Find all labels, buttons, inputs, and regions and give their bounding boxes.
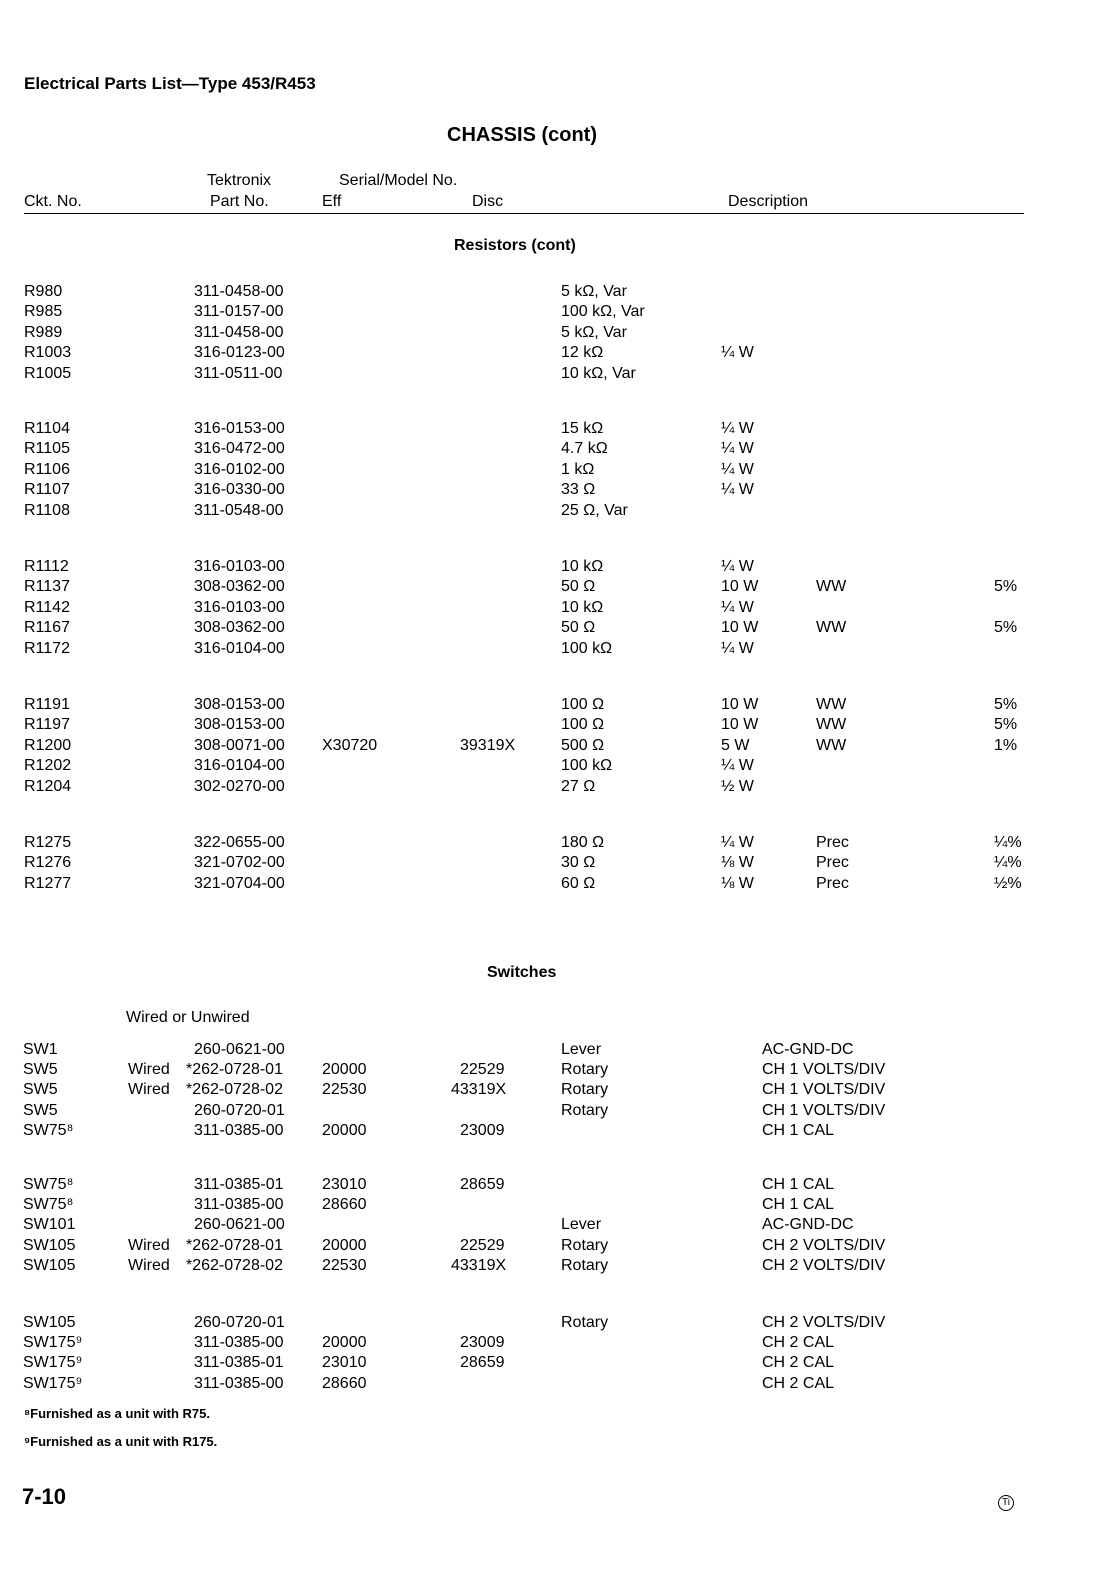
cell-part: 308-0071-00	[194, 736, 285, 754]
cell-ckt: R1197	[24, 716, 70, 734]
table-row	[0, 1374, 1108, 1394]
cell-part: 316-0104-00	[194, 757, 285, 775]
table-row	[0, 557, 1108, 577]
cell-tol: 1%	[994, 736, 1018, 754]
cell-part: 311-0385-00	[194, 1374, 284, 1392]
cell-value: 500 Ω	[561, 736, 605, 754]
table-row	[0, 302, 1108, 322]
cell-kind: Rotary	[561, 1081, 609, 1099]
cell-ckt: R1137	[24, 578, 70, 596]
table-row	[0, 282, 1108, 302]
table-row	[0, 480, 1108, 500]
cell-part: 311-0385-00	[194, 1334, 284, 1352]
cell-watt: ¼ W	[721, 598, 754, 616]
cell-type: Prec	[816, 854, 849, 872]
cell-part: 316-0123-00	[194, 344, 285, 362]
table-row	[0, 419, 1108, 439]
cell-value: 100 kΩ, Var	[561, 303, 645, 321]
cell-part: *262-0728-01	[186, 1061, 283, 1079]
header-rule	[24, 213, 1024, 214]
table-row	[0, 1353, 1108, 1373]
table-row	[0, 777, 1108, 797]
table-row	[0, 833, 1108, 853]
col-eff: Eff	[322, 193, 342, 210]
resistors-title: Resistors (cont)	[454, 237, 576, 254]
cell-ckt: R1107	[24, 481, 70, 499]
cell-ckt: R1112	[24, 558, 69, 575]
cell-part: 308-0153-00	[194, 716, 285, 734]
cell-value: 10 kΩ	[561, 558, 604, 575]
table-row	[0, 1256, 1108, 1276]
cell-desc: CH 1 VOLTS/DIV	[762, 1061, 886, 1079]
cell-value: 5 kΩ, Var	[561, 283, 627, 300]
wired-header: Wired or Unwired	[126, 1009, 250, 1026]
cell-value: 50 Ω	[561, 619, 596, 637]
cell-wired: Wired	[128, 1256, 170, 1274]
cell-ckt: R1108	[24, 501, 70, 519]
cell-watt: ¼ W	[721, 558, 754, 575]
cell-watt: ¼ W	[721, 440, 754, 458]
cell-type: WW	[816, 736, 847, 754]
cell-eff: X30720	[322, 736, 378, 754]
table-row	[0, 639, 1108, 659]
cell-part: 308-0362-00	[194, 619, 285, 637]
cell-ckt: SW5	[23, 1061, 58, 1079]
cell-ckt: R989	[24, 323, 63, 341]
cell-watt: ⅛ W	[721, 874, 754, 892]
cell-value: 100 Ω	[561, 716, 605, 734]
cell-watt: 10 W	[721, 696, 759, 713]
section-title	[447, 124, 597, 147]
cell-part: 316-0103-00	[194, 598, 285, 616]
cell-desc: CH 2 VOLTS/DIV	[762, 1314, 886, 1331]
cell-part: 260-0621-00	[194, 1216, 285, 1234]
cell-disc: 23009	[460, 1334, 505, 1352]
cell-value: 30 Ω	[561, 854, 596, 872]
cell-ckt: SW1	[23, 1041, 58, 1058]
cell-watt: ¼ W	[721, 639, 754, 657]
cell-value: 100 kΩ	[561, 639, 613, 657]
cell-disc: 39319X	[460, 736, 516, 754]
cell-part: 311-0385-01	[194, 1354, 284, 1372]
cell-eff: 22530	[322, 1081, 367, 1099]
table-row	[0, 1333, 1108, 1353]
cell-eff: 22530	[322, 1256, 367, 1274]
col-description: Description	[728, 193, 809, 210]
cell-watt: ¼ W	[721, 460, 754, 478]
cell-ckt: R980	[24, 283, 63, 300]
cell-watt: 10 W	[721, 578, 759, 596]
cell-disc: 28659	[460, 1176, 505, 1193]
cell-value: 12 kΩ	[561, 344, 604, 362]
col-disc: Disc	[472, 193, 504, 210]
cell-part: *262-0728-02	[186, 1081, 283, 1099]
cell-ckt: SW75⁸	[23, 1121, 74, 1139]
cell-disc: 23009	[460, 1121, 505, 1139]
cell-part: 311-0385-00	[194, 1121, 284, 1139]
table-row	[0, 1060, 1108, 1080]
cell-value: 1 kΩ	[561, 460, 595, 478]
cell-ckt: SW105	[23, 1256, 76, 1274]
cell-part: 316-0103-00	[194, 558, 285, 575]
cell-desc: CH 2 CAL	[762, 1354, 835, 1372]
footnote-8: ⁸Furnished as a unit with R75.	[24, 1406, 211, 1421]
cell-value: 180 Ω	[561, 834, 605, 851]
cell-value: 10 kΩ	[561, 598, 604, 616]
table-row	[0, 364, 1108, 384]
cell-watt: 5 W	[721, 736, 750, 754]
cell-part: 311-0385-00	[194, 1196, 284, 1214]
cell-desc: CH 2 VOLTS/DIV	[762, 1256, 886, 1274]
cell-desc: CH 1 CAL	[762, 1196, 835, 1214]
cell-ckt: R1106	[24, 460, 70, 478]
col-serial: Serial/Model No.	[339, 172, 458, 189]
cell-part: 260-0720-01	[194, 1101, 285, 1119]
cell-wired: Wired	[128, 1081, 170, 1099]
table-row	[0, 736, 1108, 756]
cell-tol: 5%	[994, 619, 1018, 637]
table-row	[0, 1236, 1108, 1256]
section-title-text: CHASSIS (cont)	[447, 124, 597, 146]
page-number: 7-10	[22, 1484, 67, 1509]
logo-text: Ti	[998, 1495, 1014, 1511]
cell-tol: 5%	[994, 696, 1018, 713]
cell-desc: CH 2 CAL	[762, 1334, 835, 1352]
cell-ckt: SW75⁸	[23, 1196, 74, 1214]
cell-eff: 20000	[322, 1236, 367, 1254]
table-row	[0, 1080, 1108, 1100]
table-row	[0, 695, 1108, 715]
table-row	[0, 874, 1108, 894]
cell-disc: 22529	[460, 1061, 505, 1079]
cell-part: 311-0511-00	[194, 364, 283, 382]
cell-eff: 20000	[322, 1334, 367, 1352]
cell-type: WW	[816, 619, 847, 637]
table-row	[0, 1215, 1108, 1235]
cell-desc: CH 2 VOLTS/DIV	[762, 1236, 886, 1254]
cell-desc: CH 1 VOLTS/DIV	[762, 1101, 886, 1119]
cell-eff: 20000	[322, 1061, 367, 1079]
cell-part: 260-0621-00	[194, 1041, 285, 1058]
cell-value: 60 Ω	[561, 874, 596, 892]
cell-ckt: R1202	[24, 757, 72, 775]
cell-eff: 20000	[322, 1121, 367, 1139]
cell-type: WW	[816, 696, 847, 713]
cell-type: WW	[816, 716, 847, 734]
table-row	[0, 715, 1108, 735]
cell-ckt: SW75⁸	[23, 1176, 74, 1193]
cell-part: 260-0720-01	[194, 1314, 285, 1331]
cell-kind: Rotary	[561, 1101, 609, 1119]
table-row	[0, 1175, 1108, 1195]
cell-part: 316-0104-00	[194, 639, 285, 657]
cell-value: 100 Ω	[561, 696, 605, 713]
cell-part: 311-0458-00	[194, 323, 284, 341]
table-row	[0, 1040, 1108, 1060]
cell-part: 308-0362-00	[194, 578, 285, 596]
cell-watt: ¼ W	[721, 834, 754, 851]
switches-title: Switches	[487, 964, 557, 981]
cell-tol: ¼%	[994, 834, 1022, 851]
cell-ckt: R1275	[24, 834, 72, 851]
table-row	[0, 323, 1108, 343]
cell-ckt: SW105	[23, 1236, 76, 1254]
table-row	[0, 1121, 1108, 1141]
cell-part: 316-0330-00	[194, 481, 285, 499]
cell-eff: 23010	[322, 1176, 367, 1193]
cell-value: 5 kΩ, Var	[561, 323, 627, 341]
page-header: Electrical Parts List—Type 453/R453	[24, 74, 316, 93]
cell-type: WW	[816, 578, 847, 596]
footnote-9: ⁹Furnished as a unit with R175.	[24, 1434, 218, 1449]
table-row	[0, 460, 1108, 480]
cell-watt: ¼ W	[721, 481, 754, 499]
cell-wired: Wired	[128, 1061, 170, 1079]
cell-kind: Rotary	[561, 1256, 609, 1274]
cell-eff: 28660	[322, 1374, 367, 1392]
cell-part: 311-0458-00	[194, 283, 284, 300]
cell-kind: Lever	[561, 1216, 602, 1234]
cell-watt: ⅛ W	[721, 854, 754, 872]
cell-ckt: R1277	[24, 874, 72, 892]
cell-ckt: SW175⁹	[23, 1334, 83, 1352]
cell-part: *262-0728-01	[186, 1236, 283, 1254]
cell-ckt: R1003	[24, 344, 72, 362]
cell-ckt: R1276	[24, 854, 72, 872]
cell-ckt: R1167	[24, 619, 70, 637]
cell-ckt: R1191	[24, 696, 70, 713]
cell-disc: 43319X	[451, 1081, 507, 1099]
cell-part: 316-0102-00	[194, 460, 285, 478]
cell-kind: Lever	[561, 1041, 602, 1058]
cell-ckt: SW5	[23, 1081, 58, 1099]
cell-part: 322-0655-00	[194, 834, 285, 851]
cell-ckt: R1105	[24, 440, 70, 458]
cell-value: 10 kΩ, Var	[561, 364, 636, 382]
cell-kind: Rotary	[561, 1314, 609, 1331]
cell-part: 316-0472-00	[194, 440, 285, 458]
table-row	[0, 598, 1108, 618]
col-tek-line2: Part No.	[210, 193, 269, 210]
cell-part: 321-0702-00	[194, 854, 285, 872]
cell-watt: ½ W	[721, 777, 754, 795]
cell-part: 321-0704-00	[194, 874, 285, 892]
cell-ckt: R985	[24, 303, 63, 321]
table-row	[0, 1195, 1108, 1215]
cell-ckt: R1104	[24, 420, 70, 437]
cell-wired: Wired	[128, 1236, 170, 1254]
col-ckt: Ckt. No.	[24, 193, 82, 210]
cell-watt: ¼ W	[721, 344, 754, 362]
table-row	[0, 853, 1108, 873]
cell-disc: 28659	[460, 1354, 505, 1372]
cell-desc: CH 1 CAL	[762, 1121, 835, 1139]
table-row	[0, 1101, 1108, 1121]
cell-part: 308-0153-00	[194, 696, 285, 713]
table-row	[0, 618, 1108, 638]
table-row	[0, 756, 1108, 776]
cell-ckt: SW105	[23, 1314, 76, 1331]
cell-eff: 28660	[322, 1196, 367, 1214]
cell-tol: ½%	[994, 874, 1022, 892]
tektronix-logo-icon	[998, 1492, 1014, 1511]
cell-desc: CH 2 CAL	[762, 1374, 835, 1392]
cell-ckt: SW101	[23, 1216, 76, 1234]
cell-watt: ¼ W	[721, 420, 754, 437]
cell-desc: AC-GND-DC	[762, 1041, 854, 1058]
cell-tol: ¼%	[994, 854, 1022, 872]
cell-eff: 23010	[322, 1354, 367, 1372]
cell-disc: 22529	[460, 1236, 505, 1254]
cell-type: Prec	[816, 834, 849, 851]
cell-value: 15 kΩ	[561, 420, 604, 437]
table-row	[0, 439, 1108, 459]
cell-disc: 43319X	[451, 1256, 507, 1274]
cell-value: 4.7 kΩ	[561, 440, 608, 458]
cell-kind: Rotary	[561, 1061, 609, 1079]
table-row	[0, 1313, 1108, 1333]
cell-desc: CH 1 CAL	[762, 1176, 835, 1193]
cell-value: 100 kΩ	[561, 757, 613, 775]
cell-ckt: R1172	[24, 639, 70, 657]
cell-part: 311-0157-00	[194, 303, 284, 321]
cell-ckt: R1204	[24, 777, 72, 795]
cell-watt: 10 W	[721, 716, 759, 734]
cell-part: 302-0270-00	[194, 777, 285, 795]
cell-tol: 5%	[994, 578, 1018, 596]
cell-ckt: R1142	[24, 598, 70, 616]
cell-value: 25 Ω, Var	[561, 501, 628, 519]
table-row	[0, 577, 1108, 597]
cell-ckt: SW175⁹	[23, 1374, 83, 1392]
cell-value: 27 Ω	[561, 777, 596, 795]
cell-ckt: SW5	[23, 1101, 58, 1119]
table-row	[0, 343, 1108, 363]
cell-desc: AC-GND-DC	[762, 1216, 854, 1234]
cell-ckt: R1005	[24, 364, 72, 382]
cell-type: Prec	[816, 874, 849, 892]
cell-ckt: SW175⁹	[23, 1354, 83, 1372]
table-row	[0, 501, 1108, 521]
cell-value: 50 Ω	[561, 578, 596, 596]
col-tek-line1: Tektronix	[207, 172, 272, 189]
cell-part: 311-0385-01	[194, 1176, 284, 1193]
cell-watt: ¼ W	[721, 757, 754, 775]
cell-watt: 10 W	[721, 619, 759, 637]
cell-value: 33 Ω	[561, 481, 596, 499]
cell-tol: 5%	[994, 716, 1018, 734]
cell-part: 311-0548-00	[194, 501, 284, 519]
cell-desc: CH 1 VOLTS/DIV	[762, 1081, 886, 1099]
cell-part: *262-0728-02	[186, 1256, 283, 1274]
cell-kind: Rotary	[561, 1236, 609, 1254]
cell-part: 316-0153-00	[194, 420, 285, 437]
cell-ckt: R1200	[24, 736, 72, 754]
